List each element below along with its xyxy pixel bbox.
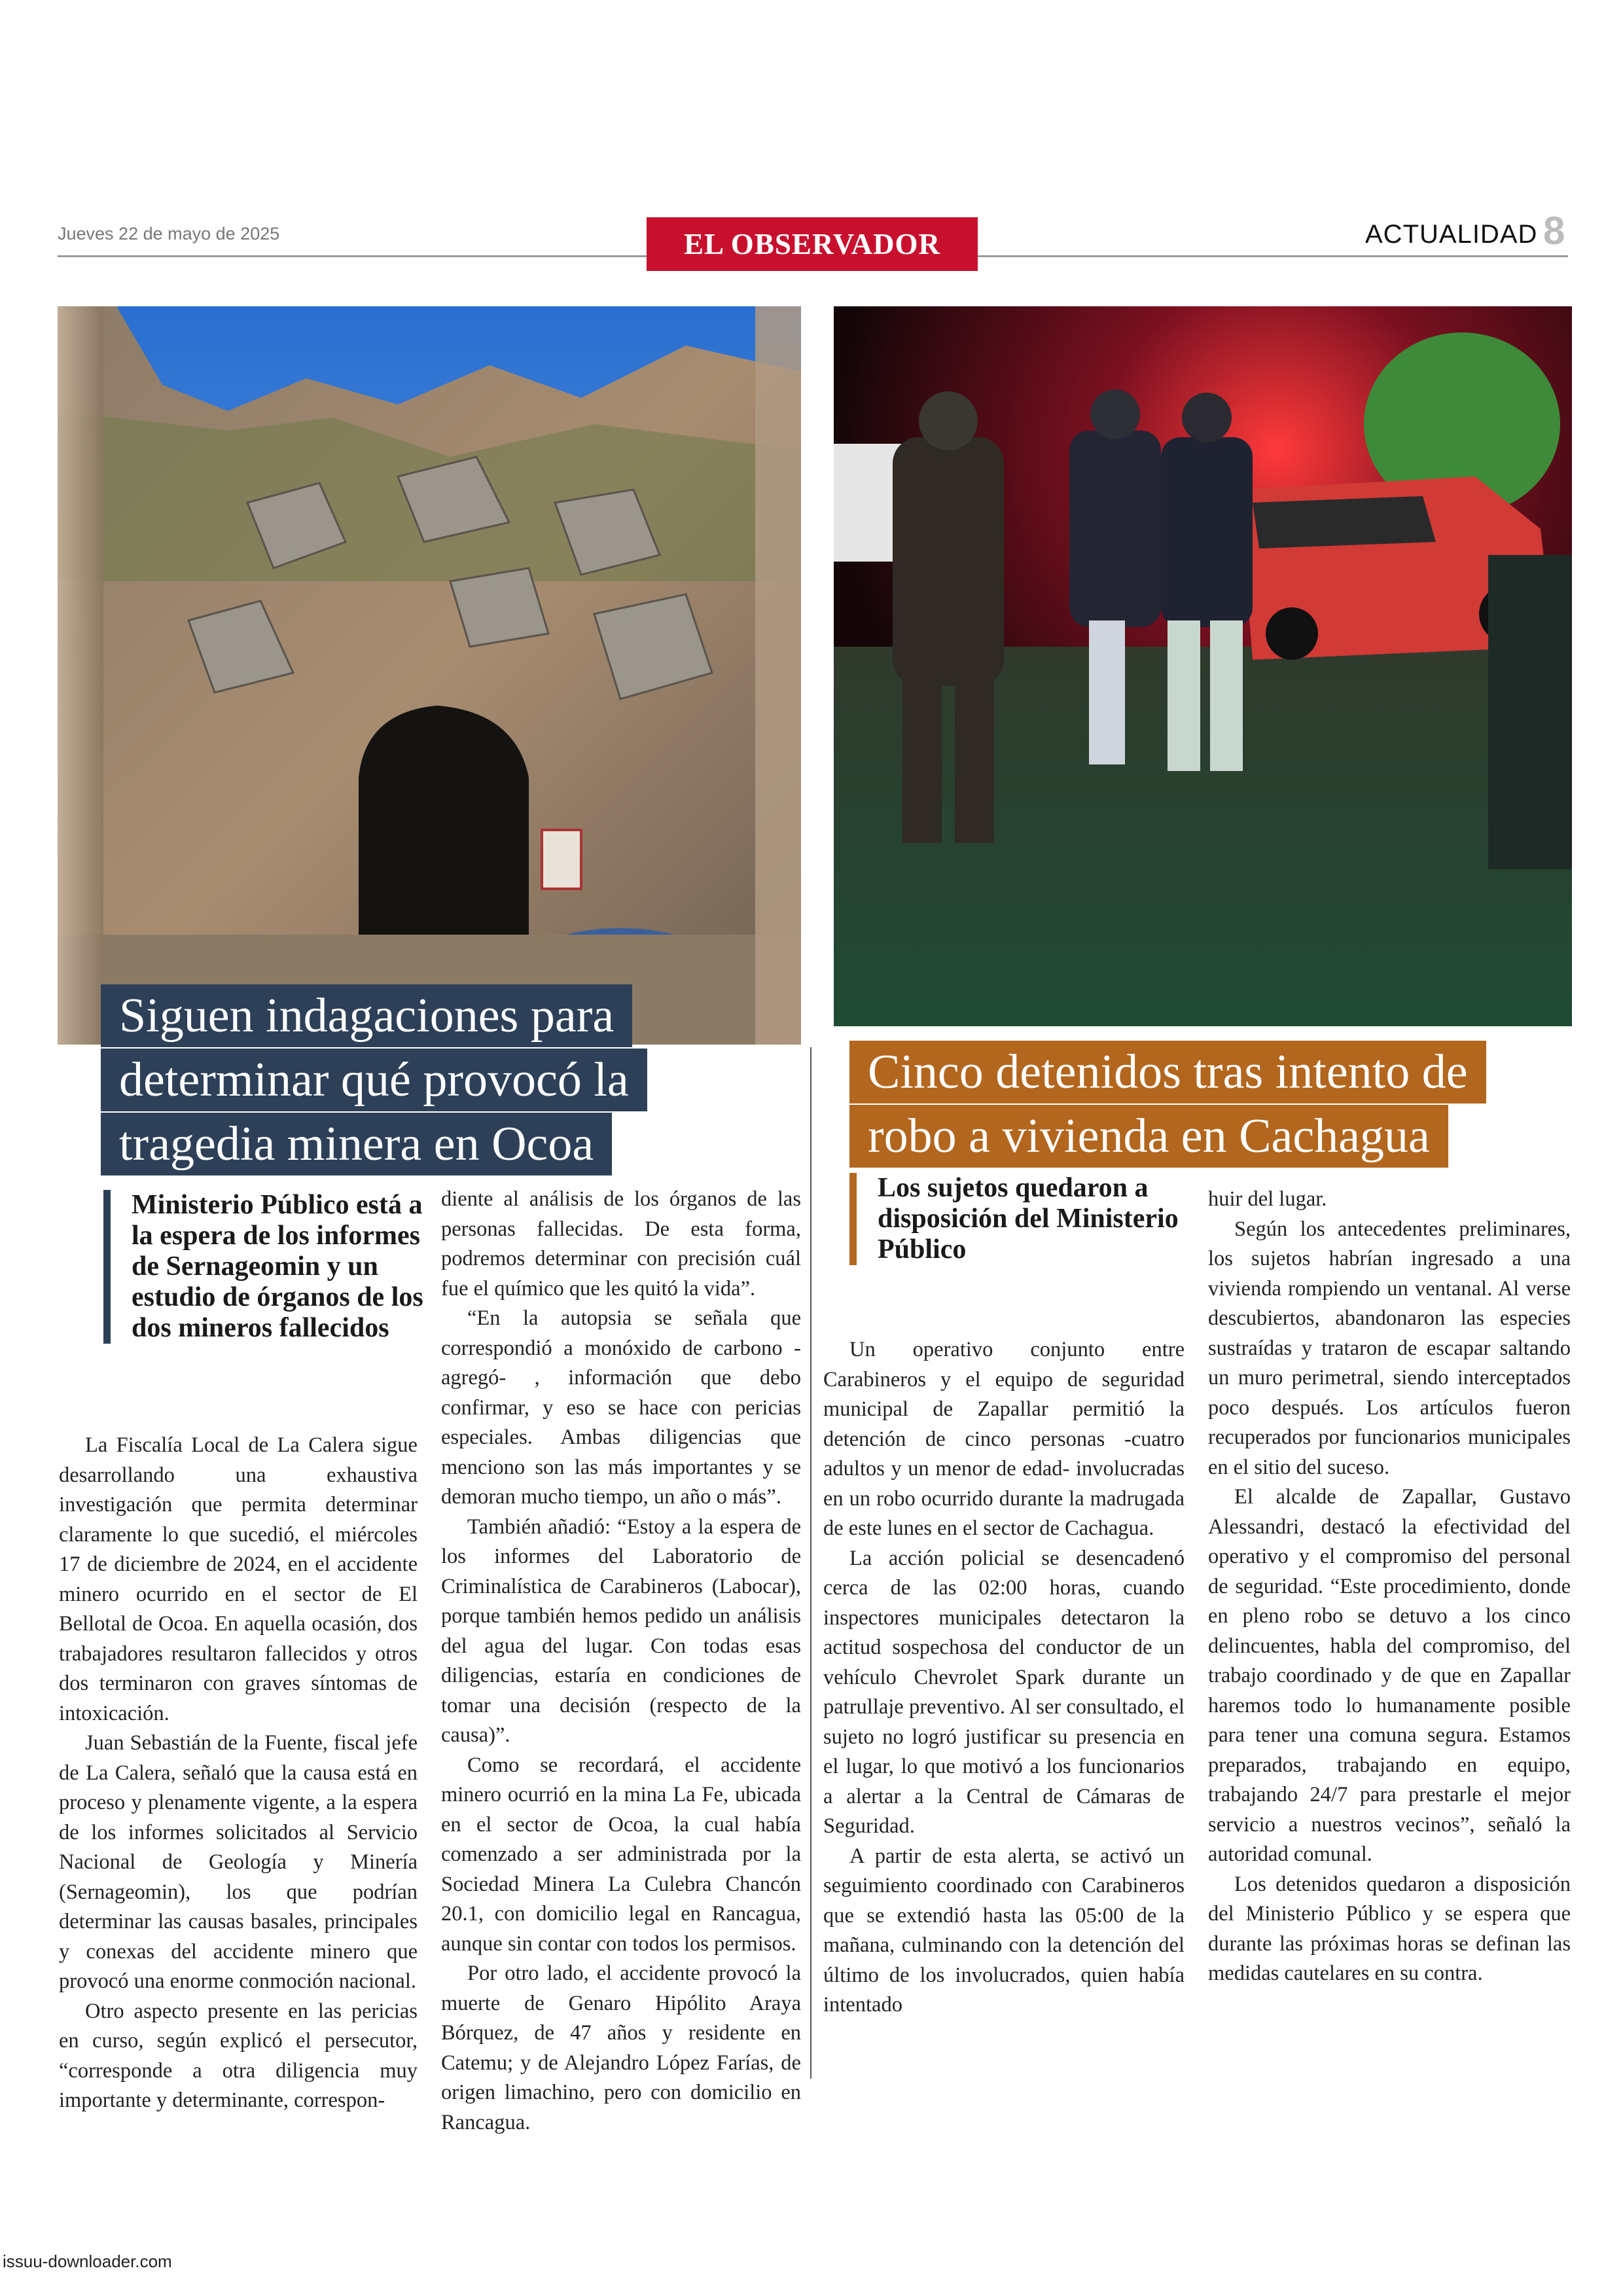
headline-line: robo a vivienda en Cachagua [849,1105,1448,1168]
paragraph: A partir de esta alerta, se activó un seguimiento coordinado con Carabineros que se extendió hasta las 05:00 de la mañana, culminando con la detención del último de los involucrados, quien había intentado [823,1844,1185,2017]
masthead: EL OBSERVADOR [647,217,978,271]
paragraph: También añadió: “Estoy a la espera de los informes del Laboratorio de Criminalística de Carabineros (Labocar), porque también hemos pedido un análisis del agua del lugar. Con todas esas diligencias, estaría en condiciones de tomar una decisión (respecto de la causa)”. [441,1515,801,1747]
article2-column-2 [1208,1185,1571,1989]
article1-column-2 [441,1185,801,2138]
paragraph: diente al análisis de los órganos de las personas fallecidas. De esta forma, podremos determinar con precisión cuál fue el químico que les quitó la vida”. [441,1187,801,1300]
headline-line: determinar qué provocó la [101,1049,647,1111]
paragraph: Juan Sebastián de la Fuente, fiscal jefe de La Calera, señaló que la causa está en proceso y plenamente vigente, a la espera de los informes solicitados al Servicio Nacional de Geología y Minería (Sernageomin), los que podrían determinar las causas basales, principales y conexas del accidente minero que provocó una enorme conmoción nacional. [59,1731,418,1993]
headline-mine-tragedy [101,984,755,1181]
column-divider [810,1047,812,2079]
headline-line: Cinco detenidos tras intento de [849,1041,1486,1103]
paragraph: Los detenidos quedaron a disposición del Ministerio Público y se espera que durante las próximas horas se definan las medidas cautelares en su contra. [1208,1872,1571,1985]
dek-cachagua-robbery: Los sujetos quedaron a disposición del Ministerio Público [849,1173,1179,1265]
headline-line: Siguen indagaciones para [101,984,632,1047]
watermark-link[interactable]: issuu-downloader.com [3,2251,172,2271]
paragraph: La acción policial se desencadenó cerca de las 02:00 horas, cuando inspectores municipales detectaron la actitud sospechosa del conductor de un vehículo Chevrolet Spark durante un patrullaje preventivo. Al ser consultado, el sujeto no logró justificar su presencia en el lugar, lo que motivó a los funcionarios a alertar a la Central de Cámaras de Seguridad. [823,1546,1185,1838]
article2-column-1 [823,1335,1185,2020]
police-operation-photo [834,306,1572,1026]
paragraph: Como se recordará, el accidente minero ocurrió en la mina La Fe, ubicada en el sector de Ocoa, la cual había comenzado a ser administrada por la Sociedad Minera La Culebra Chancón 20.1, con domicilio legal en Rancagua, aunque sin contar con todos los permisos. [441,1753,801,1956]
issue-date: Jueves 22 de mayo de 2025 [58,224,280,243]
dek-mine-tragedy: Ministerio Público está a la espera de los informes de Sernageomin y un estudio de órganos de los dos mineros fallecidos [103,1190,439,1344]
section-label: ACTUALIDAD [1365,220,1538,249]
paragraph: “En la autopsia se señala que correspondió a monóxido de carbono -agregó- , información que debo confirmar, y eso se hace con pericias especiales. Ambas diligencias que menciono son las más importantes y se demoran mucho tiempo, un año o más”. [441,1306,801,1509]
paragraph: huir del lugar. [1208,1187,1327,1211]
mine-entrance-photo [58,306,801,1045]
paragraph: Un operativo conjunto entre Carabineros y el equipo de seguridad municipal de Zapallar permitió la detención de cinco personas -cuatro adultos y un menor de edad- involucradas en un robo ocurrido durante la madrugada de este lunes en el sector de Cachagua. [823,1338,1185,1540]
paragraph: Por otro lado, el accidente provocó la muerte de Genaro Hipólito Araya Bórquez, de 47 años y residente en Catemu; y de Alejandro López Farías, de origen limachino, pero con domicilio en Rancagua. [441,1962,801,2134]
headline-cachagua-robbery [849,1041,1569,1172]
paragraph: Otro aspecto presente en las pericias en curso, según explicó el persecutor, “corresponde a otra diligencia muy importante y determinante, correspon- [59,1999,418,2112]
article1-column-1 [59,1431,418,2116]
page-number: 8 [1543,209,1565,253]
paragraph: El alcalde de Zapallar, Gustavo Alessandri, destacó la efectividad del operativo y el compromiso del personal de seguridad. “Este procedimiento, donde en pleno robo se detuvo a los cinco delincuentes, habla del compromiso, del trabajo coordinado y de que en Zapallar haremos todo lo humanamente posible para tener una comuna segura. Estamos preparados, trabajando en equipo, trabajando 24/7 para prestarle el mejor servicio a nuestros vecinos”, señaló la autoridad comunal. [1208,1485,1571,1866]
headline-line: tragedia minera en Ocoa [101,1113,612,1175]
paragraph: La Fiscalía Local de La Calera sigue desarrollando una exhaustiva investigación que permita determinar claramente lo que sucedió, el miércoles 17 de diciembre de 2024, en el accidente minero ocurrido en el sector de El Bellotal de Ocoa. En aquella ocasión, dos trabajadores resultaron fallecidos y otros dos terminaron con graves síntomas de intoxicación. [59,1433,418,1725]
paragraph: Según los antecedentes preliminares, los sujetos habrían ingresado a una vivienda rompiendo un ventanal. Al verse descubiertos, abandonaron las especies sustraídas y trataron de escapar saltando un muro perimetral, siendo interceptados poco después. Los artículos fueron recuperados por funcionarios municipales en el sitio del suceso. [1208,1217,1571,1479]
